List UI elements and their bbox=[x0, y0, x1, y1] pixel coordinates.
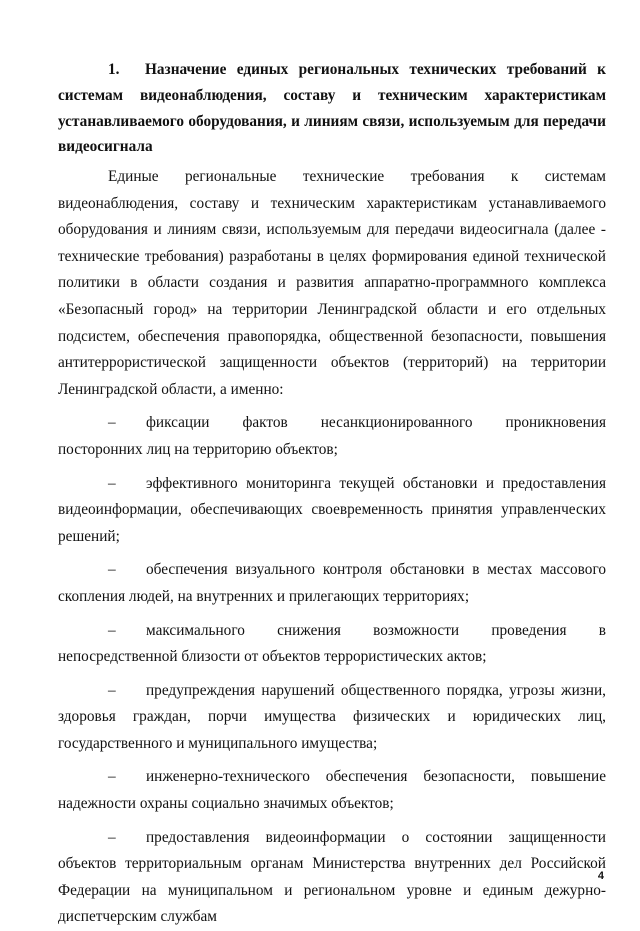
list-dash: – bbox=[108, 681, 116, 699]
list-item bbox=[58, 557, 606, 610]
list-item bbox=[58, 678, 606, 758]
section-title: Назначение единых региональных технических требований к системам видеонаблюдения, составу и техническим характеристикам устанавливаемого оборудования, и линиям связи, используемым для передачи видеосигнала bbox=[58, 61, 606, 156]
list-item bbox=[58, 764, 606, 817]
list-item-text: предоставления видеоинформации о состоянии защищенности объектов территориальным органам Министерства внутренних дел Российской Федерации на муниципальном и региональном уровне и единым дежурно- диспетчерским службам bbox=[58, 828, 606, 926]
list-item bbox=[58, 410, 606, 463]
document-page bbox=[58, 0, 606, 926]
list-dash: – bbox=[108, 768, 116, 786]
list-item bbox=[58, 471, 606, 551]
list-item-text: эффективного мониторинга текущей обстановки и предоставления видеоинформации, обеспечивающих своевременность принятия управленческих решений; bbox=[58, 474, 606, 545]
page-number: 4 bbox=[597, 870, 604, 882]
document-body bbox=[58, 164, 606, 931]
list-dash: – bbox=[108, 621, 116, 639]
section-heading bbox=[58, 57, 606, 160]
list-item-text: обеспечения визуального контроля обстановки в местах массового скопления людей, на внутренних и прилегающих территориях; bbox=[58, 561, 606, 605]
list-dash: – bbox=[108, 828, 116, 846]
list-item-text: инженерно-технического обеспечения безопасности, повышение надежности охраны социально значимых объектов; bbox=[58, 768, 606, 813]
list-item bbox=[58, 618, 606, 671]
list-item-text: фиксации фактов несанкционированного проникновения посторонних лиц на территорию объектов; bbox=[58, 414, 606, 458]
list-dash: – bbox=[108, 474, 116, 492]
intro-paragraph: Единые региональные технические требования к системам видеонаблюдения, составу и техническим характеристикам устанавливаемого оборудования и линиям связи, используемым для передачи видеосигнала (далее - технические требования) разработаны в целях формирования единой технической политики в области создания и развития аппаратно-программного комплекса «Безопасный город» на территории Ленинградской области и его отдельных подсистем, обеспечения правопорядка, общественной безопасности, повышения антитеррористической защищенности объектов (территорий) на территории Ленинградской области, а именно: bbox=[58, 168, 606, 398]
list-dash: – bbox=[108, 414, 116, 432]
list-dash: – bbox=[108, 561, 116, 579]
list-item-text: предупреждения нарушений общественного порядка, угрозы жизни, здоровья граждан, порчи имущества физических и юридических лиц, государственного и муниципального имущества; bbox=[58, 681, 606, 752]
list-item bbox=[58, 825, 606, 931]
section-number: 1. bbox=[108, 61, 120, 78]
list-item-text: максимального снижения возможности проведения в непосредственной близости от объектов террористических актов; bbox=[58, 621, 606, 666]
